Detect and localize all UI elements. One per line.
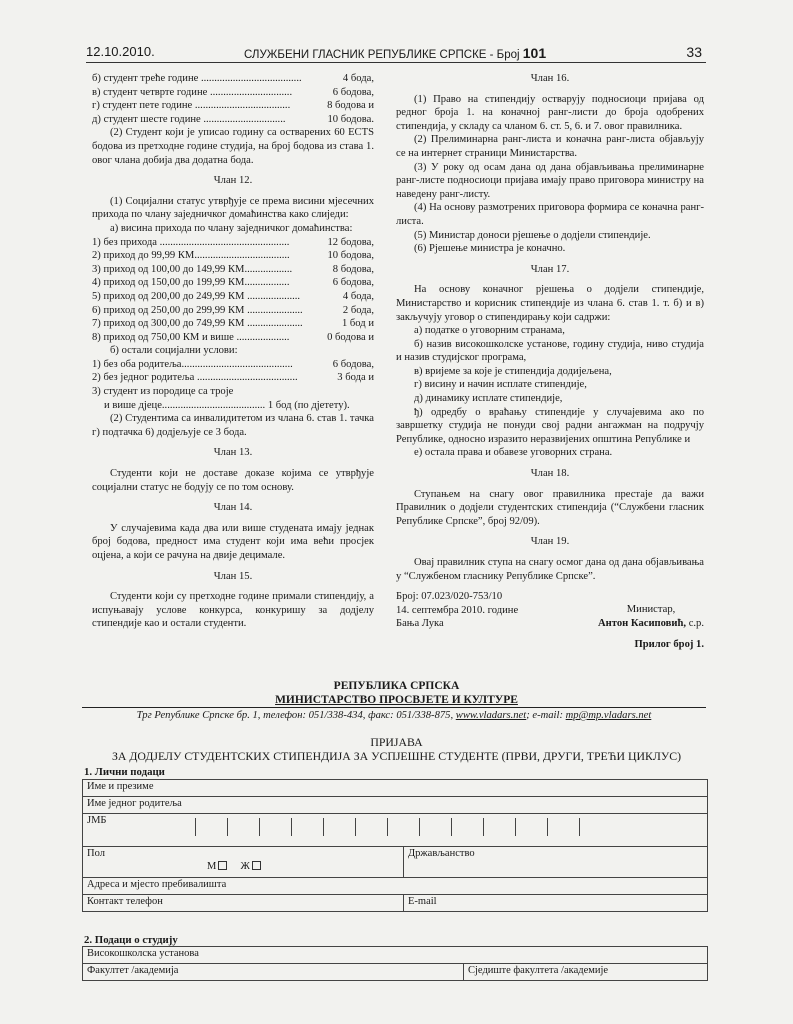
paragraph: а) висина прихода по члану заједничког домаћинства: <box>110 222 353 234</box>
gazette-title <box>244 45 546 61</box>
paragraph: Студенти који не доставе доказе којима се утврђује социјални статус не бодују се по том основу. <box>92 468 374 493</box>
female-checkbox[interactable] <box>252 861 261 870</box>
document-date: 14. септембра 2010. године <box>396 604 519 616</box>
female-label: Ж <box>240 861 250 872</box>
jmb-digit-separator <box>195 818 196 836</box>
faculty-field[interactable]: Факултет /академија <box>83 964 464 981</box>
points-row <box>92 86 374 100</box>
faculty-seat-field[interactable]: Сједиште факултета /академије <box>464 964 708 981</box>
other-label: 1) без оба родитеља.......................................... <box>92 358 293 370</box>
form-organization <box>0 679 793 707</box>
income-label: 8) приход од 750,00 КМ и више .................... <box>92 331 290 343</box>
document-place: Бања Лука <box>396 618 444 630</box>
points-value: 8 бодова и <box>327 100 374 112</box>
jmb-digit-separator <box>323 818 324 836</box>
signature-right <box>598 590 704 631</box>
paragraph: (2) Прелиминарна ранг-листа и коначна ранг-листа објављују се на интернет страници Министарства. <box>396 134 704 159</box>
jmb-digit-separator <box>387 818 388 836</box>
name-field[interactable]: Име и презиме <box>83 780 708 797</box>
issue-number: 101 <box>522 45 547 61</box>
other-value: 3 бода и <box>337 372 374 384</box>
form-title-sub: ЗА ДОДЈЕЛУ СТУДЕНТСКИХ СТИПЕНДИЈА ЗА УСПЈЕШНЕ СТУДЕНТЕ (ПРВИ, ДРУГИ, ТРЕЋИ ЦИКЛУС) <box>111 749 682 763</box>
paragraph: Студенти који су претходне године примали стипендију, а испуњавају услове конкурса, конкуришу за додјелу стипендије као и остали студенти. <box>92 591 374 630</box>
paragraph: На основу коначног рјешења о додјели стипендије, Министарство и корисник стипендије из члана 6. став 1. т. б) и в) закључују уговор о стипендирању који садржи: <box>396 284 704 323</box>
points-row <box>92 99 374 113</box>
article-heading: Члан 18. <box>530 468 570 480</box>
income-row <box>92 331 374 345</box>
signature-left <box>396 590 518 631</box>
paragraph: Ступањем на снагу овог правилника престаје да важи Правилник о додјели студентских стипендија (“Службени гласник Републике Српске”, број 92/09). <box>396 488 704 527</box>
article-heading: Члан 13. <box>213 447 253 459</box>
income-list <box>92 236 374 345</box>
paragraph: (2) Студент који је уписао годину са остварених 60 ECTS бодова из претходне године студија, на број бодова из става 1. овог члана добија два додатна бода. <box>92 127 374 166</box>
income-row <box>92 263 374 277</box>
income-label: 7) приход од 300,00 до 749,99 КМ ..................... <box>92 318 303 330</box>
income-row <box>92 276 374 290</box>
other-value: 6 бодова, <box>332 358 374 370</box>
form-address <box>82 707 706 721</box>
citizenship-field[interactable]: Држављанство <box>404 847 708 878</box>
form-title-main: ПРИЈАВА <box>370 735 423 749</box>
email-field[interactable]: E-mail <box>404 895 708 912</box>
income-row <box>92 290 374 304</box>
article-heading: Члан 17. <box>530 263 570 275</box>
other-item-3b: и више дјеце....................................... 1 бод (по дјетету). <box>104 399 350 411</box>
phone-field[interactable]: Контакт телефон <box>83 895 404 912</box>
paragraph: б) остали социјални услови: <box>110 345 238 357</box>
form-title <box>0 735 793 763</box>
other-label: 2) без једног родитеља ...................................... <box>92 372 298 384</box>
income-row <box>92 317 374 331</box>
section-personal-heading: 1. Лични подаци <box>84 766 165 778</box>
income-label: 1) без прихода ................................................. <box>92 236 290 248</box>
org-republic: РЕПУБЛИКА СРПСКА <box>333 680 460 692</box>
income-label: 6) приход од 250,00 до 299,99 КМ ..................... <box>92 304 303 316</box>
address-text: Трг Републике Српске бр. 1, телефон: 051/338-434, факс: 051/338-875, <box>136 710 454 721</box>
income-value: 4 бода, <box>342 290 374 302</box>
list-item: а) податке о уговорним странама, <box>414 325 565 337</box>
study-data-table <box>82 946 708 981</box>
paragraph: (1) Право на стипендију остварују подносиоци пријава од редног броја 1. на коначној ранг-листи до броја одобрених стипендија, у складу са чланом 6. ст. 5, 6. и 7. овог правилника. <box>396 93 704 132</box>
list-item: д) динамику исплате стипендије, <box>414 393 563 405</box>
points-label: в) студент четврте године ............................... <box>92 86 293 98</box>
other-row <box>92 358 374 372</box>
jmb-digit-separator <box>451 818 452 836</box>
other-item-3a: 3) студент из породице са троје <box>92 386 234 398</box>
male-label: М <box>207 861 217 872</box>
income-value: 0 бодова и <box>327 331 374 343</box>
signer <box>598 617 704 631</box>
income-value: 6 бодова, <box>332 277 374 289</box>
paragraph: (5) Министар доноси рјешење о додјели стипендије. <box>414 229 651 241</box>
income-value: 2 бода, <box>342 304 374 316</box>
jmb-digit-separator <box>291 818 292 836</box>
income-value: 8 бодова, <box>332 263 374 275</box>
jmb-label: ЈМБ <box>87 815 107 826</box>
signer-sr: с.р. <box>688 617 704 629</box>
website-link[interactable]: www.vladars.net <box>455 710 527 721</box>
income-value: 1 бод и <box>341 318 374 330</box>
article-heading: Члан 15. <box>213 570 253 582</box>
income-row <box>92 304 374 318</box>
income-row <box>92 236 374 250</box>
paragraph: (4) На основу размотрених приговора формира се коначна ранг-листа. <box>396 202 704 227</box>
income-label: 3) приход од 100,00 до 149,99 КМ.................. <box>92 263 293 275</box>
points-value: 10 бодова. <box>327 113 374 125</box>
left-column <box>92 72 374 631</box>
points-label: б) студент треће године ...................................... <box>92 73 302 84</box>
list-item: е) остала права и обавезе уговорних страна. <box>414 447 613 459</box>
income-value: 12 бодова, <box>327 236 374 248</box>
income-row <box>92 249 374 263</box>
jmb-digit-separator <box>227 818 228 836</box>
issue-date: 12.10.2010. <box>86 44 155 59</box>
article-heading: Члан 14. <box>213 502 253 514</box>
org-ministry: МИНИСТАРСТВО ПРОСВЈЕТЕ И КУЛТУРЕ <box>275 694 518 706</box>
points-label: д) студент шесте године ............................... <box>92 113 286 125</box>
list-item: б) назив високошколске установе, годину студија, ниво студија и назив студијског програма, <box>396 338 704 364</box>
jmb-digit-separator <box>259 818 260 836</box>
sex-options <box>207 861 261 872</box>
parent-name-field[interactable]: Име једног родитеља <box>83 797 708 814</box>
points-value: 6 бодова, <box>332 86 374 98</box>
jmb-digit-separator <box>355 818 356 836</box>
signer-name: Антон Касиповић, <box>598 617 687 629</box>
signer-role: Министар, <box>626 604 676 616</box>
attachment-label: Прилог број 1. <box>634 638 704 650</box>
jmb-digit-separator <box>515 818 516 836</box>
jmb-digit-separator <box>483 818 484 836</box>
institution-field[interactable]: Високошколска установа <box>83 947 708 964</box>
paragraph: У случајевима када два или више студената имају једнак број бодова, предност има студент који има већи просјек оцјена, а који се рачуна на двије децимале. <box>92 522 374 561</box>
paragraph: (2) Студентима са инвалидитетом из члана 6. став 1. тачка г) подтачка 6) додјељује се 3 бода. <box>92 413 374 438</box>
other-row <box>92 371 374 385</box>
income-label: 2) приход до 99,99 КМ.................................... <box>92 250 290 262</box>
sex-label: Пол <box>87 848 105 859</box>
income-value: 10 бодова, <box>327 250 374 262</box>
document-number: Број: 07.023/020-753/10 <box>396 591 503 603</box>
page-header <box>86 44 706 63</box>
male-checkbox[interactable] <box>218 861 227 870</box>
points-label: г) студент пете године .................................... <box>92 100 291 112</box>
paragraph: Овај правилник ступа на снагу осмог дана од дана објављивања у “Службеном гласнику Републике Српске”. <box>396 557 704 582</box>
article-heading: Члан 16. <box>530 73 570 84</box>
section-study-heading: 2. Подаци о студију <box>84 934 178 946</box>
list-item: ђ) одредбу о враћању стипендије у случајевима ако по завршетку студија не понуди свој радни ангажман на подручју Републике, односно изразито неразвијених општина Републике и <box>396 406 704 445</box>
page-number: 33 <box>686 44 702 60</box>
points-value: 4 бода, <box>342 73 374 84</box>
list-item: г) висину и начин исплате стипендије, <box>414 379 587 391</box>
signature-block <box>396 590 704 631</box>
paragraph: (6) Рјешење министра је коначно. <box>414 243 566 255</box>
email-label: ; e-mail: <box>526 710 563 721</box>
jmb-field[interactable] <box>83 814 708 847</box>
email-link[interactable]: mp@mp.vladars.net <box>565 710 652 721</box>
article-heading: Члан 19. <box>530 536 570 548</box>
points-row <box>92 113 374 127</box>
jmb-digit-separator <box>547 818 548 836</box>
income-label: 4) приход од 150,00 до 199,99 КМ................. <box>92 277 290 289</box>
article-heading: Члан 12. <box>213 175 253 187</box>
income-label: 5) приход од 200,00 до 249,99 КМ .................... <box>92 290 301 302</box>
gazette-title-text: СЛУЖБЕНИ ГЛАСНИК РЕПУБЛИКЕ СРПСКЕ - Број <box>244 49 520 61</box>
right-column <box>396 72 704 652</box>
list-item: в) вријеме за које је стипендија додијељена, <box>414 365 612 377</box>
sex-field <box>83 847 404 878</box>
personal-data-table <box>82 779 708 912</box>
jmb-digit-separator <box>419 818 420 836</box>
paragraph: (3) У року од осам дана од дана објављивања прелиминарне ранг-листе подносиоци пријава имају право приговора министру на наведену ранг-листу. <box>396 161 704 200</box>
points-row <box>92 72 374 86</box>
address-field[interactable]: Адреса и мјесто пребивалишта <box>83 878 708 895</box>
jmb-digit-separator <box>579 818 580 836</box>
paragraph: (1) Социјални статус утврђује се према висини мјесечних прихода по члану заједничког домаћинства како слиједи: <box>92 195 374 221</box>
